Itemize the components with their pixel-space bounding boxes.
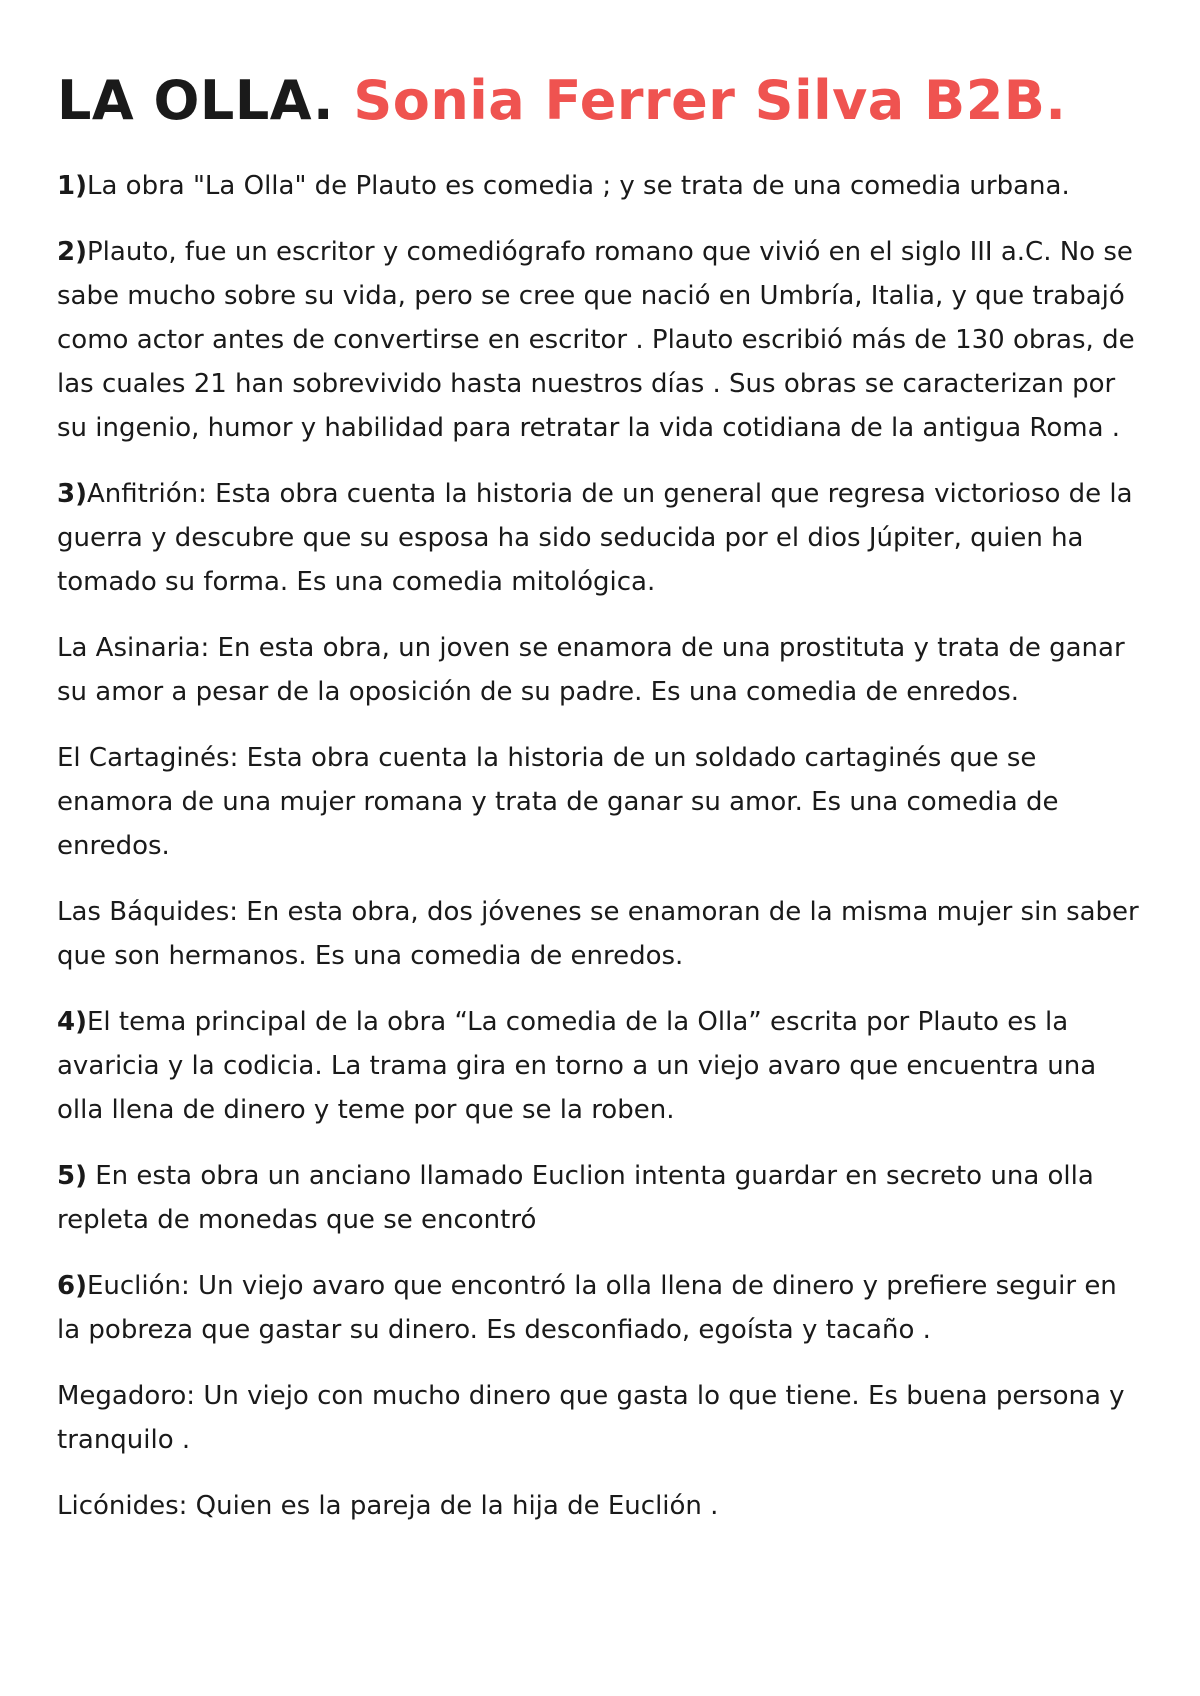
paragraph-number: 3) bbox=[57, 479, 87, 509]
paragraph-liconides bbox=[57, 1484, 1140, 1528]
paragraph-text: La Asinaria: En esta obra, un joven se enamora de una prostituta y trata de ganar su amor a pesar de la oposición de su padre. Es una comedia de enredos. bbox=[57, 633, 1125, 707]
paragraph-text: Plauto, fue un escritor y comediógrafo romano que vivió en el siglo III a.C. No se sabe mucho sobre su vida, pero se cree que nació en Umbría, Italia, y que trabajó como actor antes de convertirse en escritor . Plauto escribió más de 130 obras, de las cuales 21 han sobrevivido hasta nuestros días . Sus obras se caracterizan por su ingenio, humor y habilidad para retratar la vida cotidiana de la antigua Roma . bbox=[57, 237, 1135, 443]
paragraph-cartagines bbox=[57, 736, 1140, 868]
paragraph-text: Euclión: Un viejo avaro que encontró la olla llena de dinero y prefiere seguir en la pobreza que gastar su dinero. Es desconfiado, egoísta y tacaño . bbox=[57, 1271, 1117, 1345]
paragraph-5 bbox=[57, 1154, 1140, 1242]
paragraph-text: El tema principal de la obra “La comedia de la Olla” escrita por Plauto es la avaricia y la codicia. La trama gira en torno a un viejo avaro que encuentra una olla llena de dinero y teme por que se la roben. bbox=[57, 1007, 1097, 1125]
paragraph-text: La obra "La Olla" de Plauto es comedia ; y se trata de una comedia urbana. bbox=[86, 171, 1070, 201]
paragraph-number: 5) bbox=[57, 1161, 87, 1191]
paragraph-text: En esta obra un anciano llamado Euclion intenta guardar en secreto una olla repleta de monedas que se encontró bbox=[57, 1161, 1094, 1235]
paragraph-number: 2) bbox=[57, 237, 87, 267]
paragraph-1 bbox=[57, 164, 1140, 208]
paragraph-baquides bbox=[57, 890, 1140, 978]
paragraph-text: El Cartaginés: Esta obra cuenta la historia de un soldado cartaginés que se enamora de una mujer romana y trata de ganar su amor. Es una comedia de enredos. bbox=[57, 743, 1059, 861]
paragraph-4 bbox=[57, 1000, 1140, 1132]
paragraph-number: 1) bbox=[57, 171, 87, 201]
paragraph-6 bbox=[57, 1264, 1140, 1352]
paragraph-text: Licónides: Quien es la pareja de la hija de Euclión . bbox=[57, 1491, 719, 1521]
paragraph-text: Megadoro: Un viejo con mucho dinero que gasta lo que tiene. Es buena persona y tranquilo . bbox=[57, 1381, 1125, 1455]
paragraph-asinaria bbox=[57, 626, 1140, 714]
document-title bbox=[57, 62, 1140, 140]
title-main: LA OLLA. bbox=[57, 69, 335, 132]
paragraph-3 bbox=[57, 472, 1140, 604]
title-author: Sonia Ferrer Silva B2B. bbox=[353, 69, 1067, 132]
paragraph-number: 6) bbox=[57, 1271, 87, 1301]
paragraph-text: Las Báquides: En esta obra, dos jóvenes se enamoran de la misma mujer sin saber que son hermanos. Es una comedia de enredos. bbox=[57, 897, 1139, 971]
paragraph-2 bbox=[57, 230, 1140, 450]
paragraph-number: 4) bbox=[57, 1007, 87, 1037]
paragraph-megadoro bbox=[57, 1374, 1140, 1462]
paragraph-text: Anfitrión: Esta obra cuenta la historia de un general que regresa victorioso de la guerra y descubre que su esposa ha sido seducida por el dios Júpiter, quien ha tomado su forma. Es una comedia mitológica. bbox=[57, 479, 1133, 597]
